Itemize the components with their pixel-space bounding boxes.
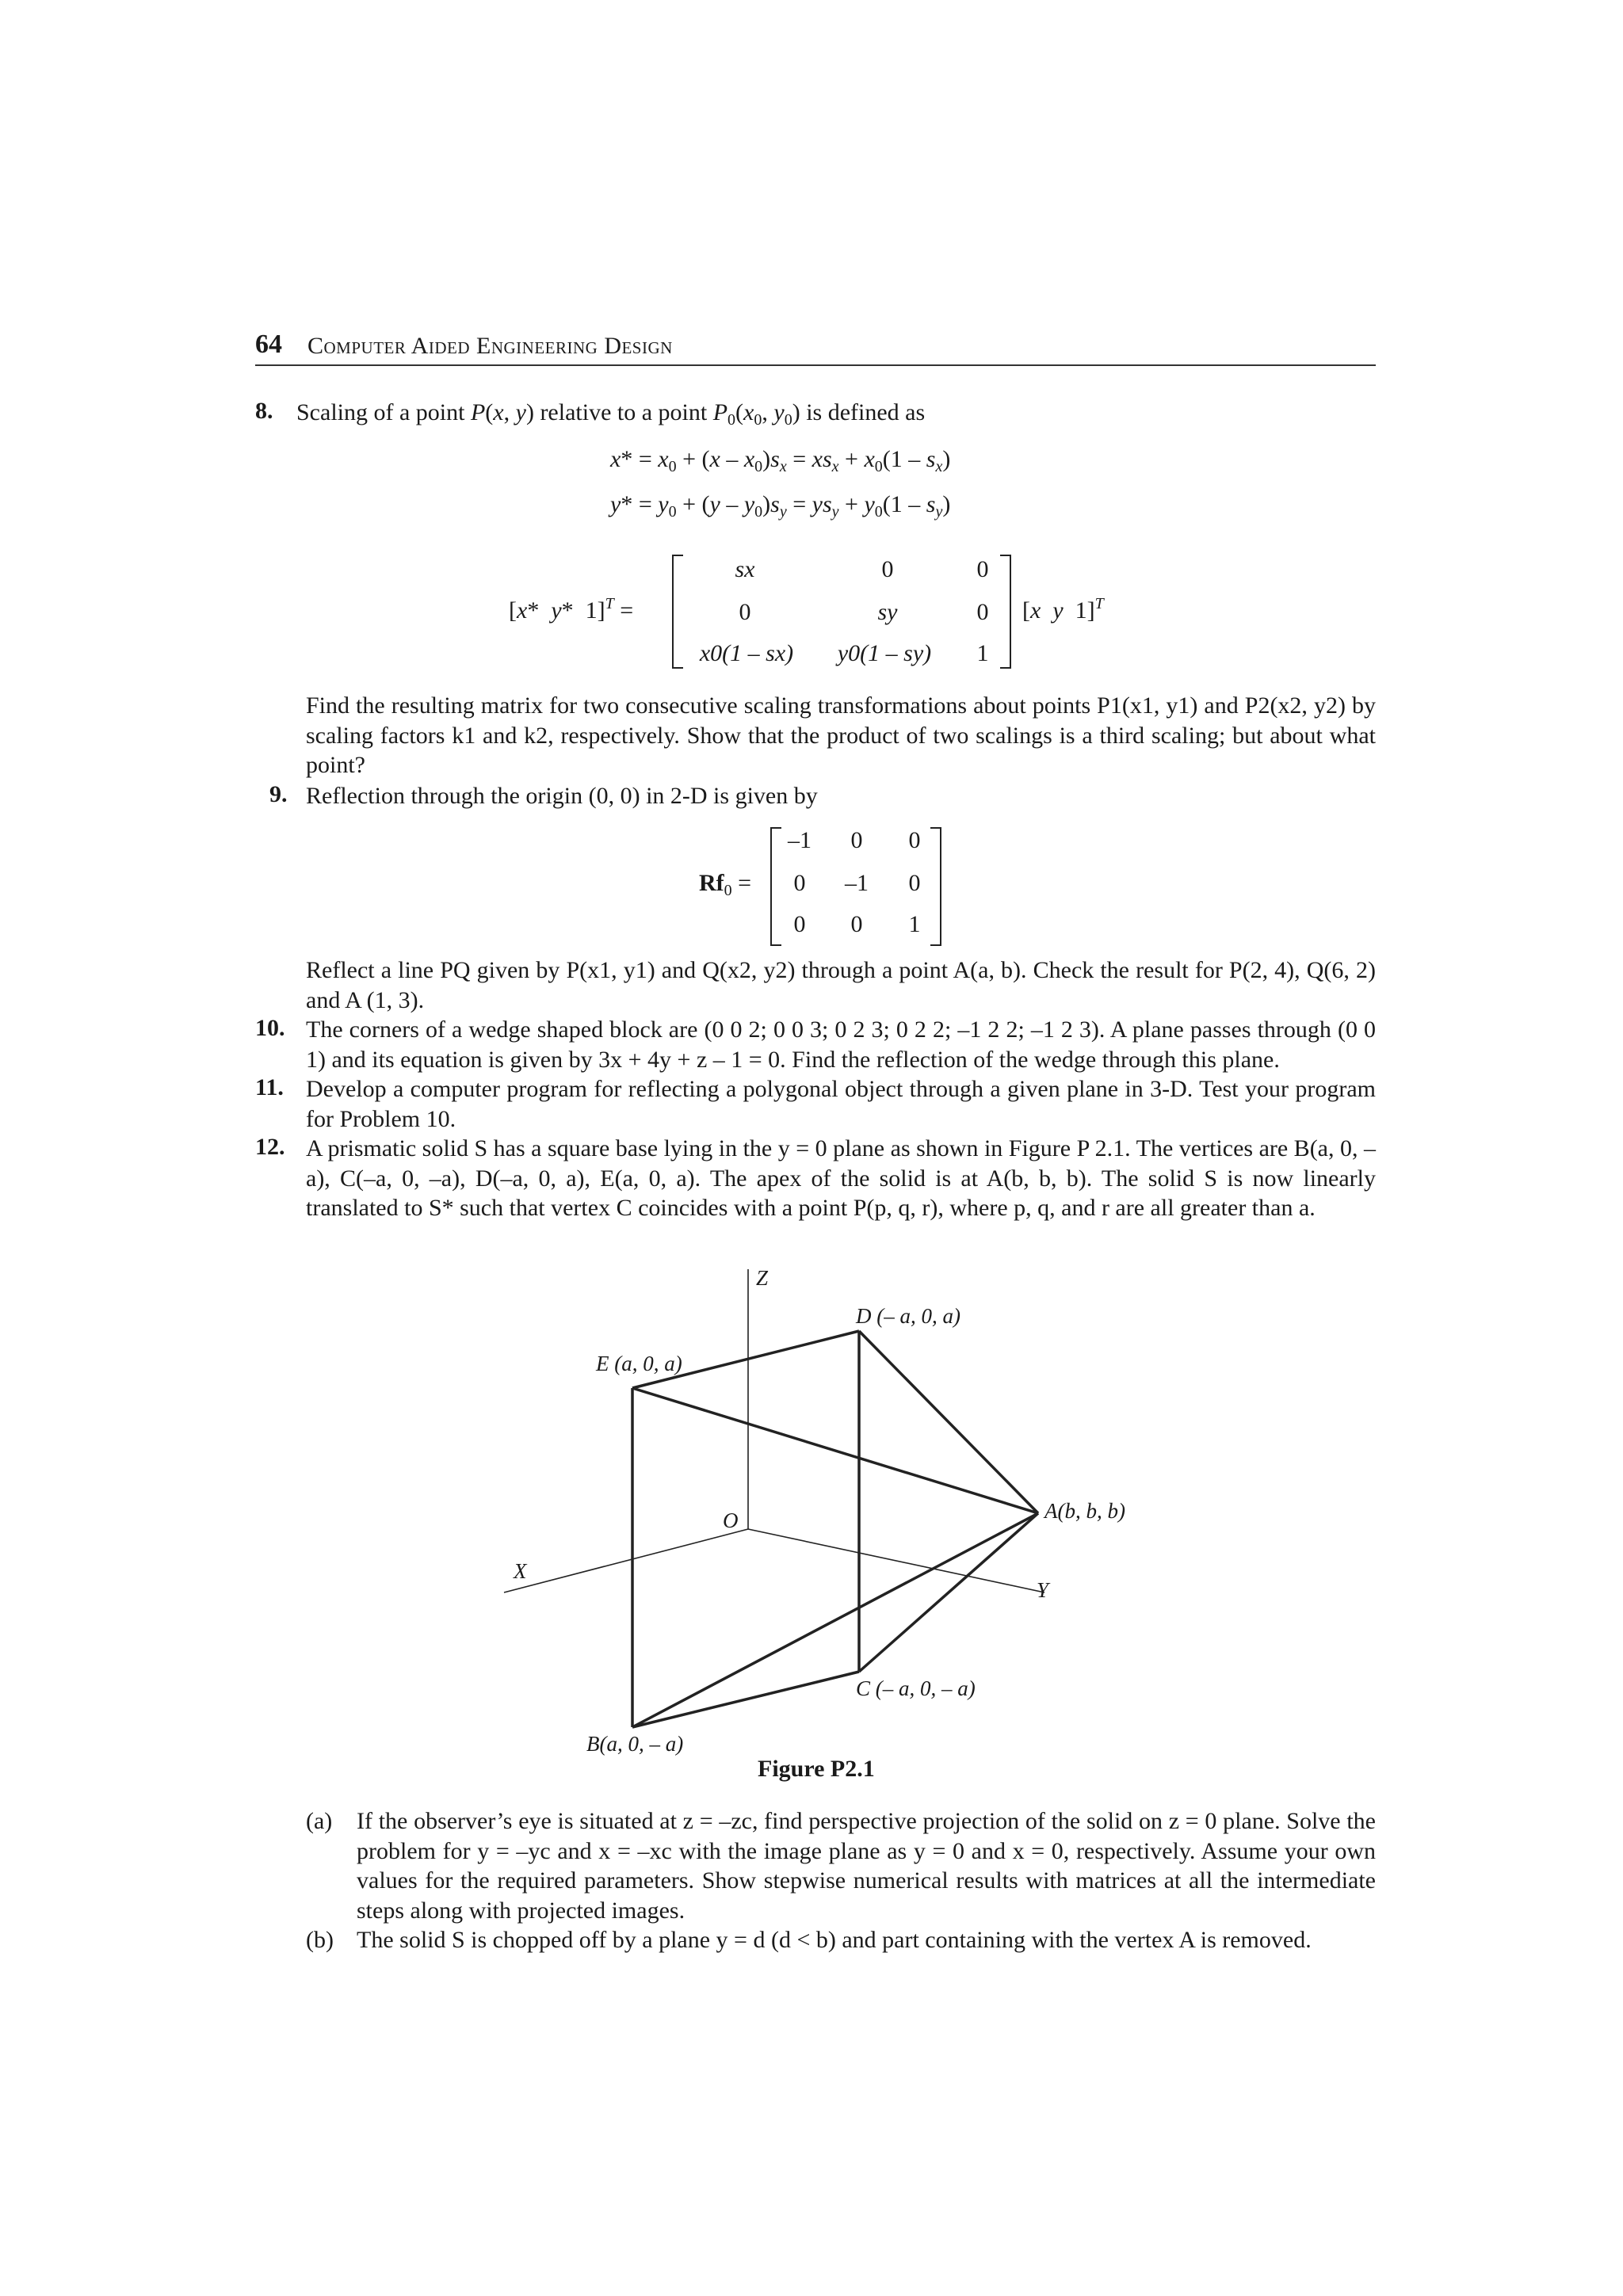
z-axis-label: Z xyxy=(756,1266,769,1290)
x-axis-label: X xyxy=(514,1559,527,1583)
problem-10-number: 10. xyxy=(255,1015,285,1041)
matrix-cell: 0 xyxy=(976,599,989,625)
problem-8-matrix-lhs: [x* y* 1]$^T$ = xyxy=(509,595,634,624)
matrix-cell: 0 xyxy=(850,827,863,853)
page-number: 64 xyxy=(255,330,282,359)
part-a-label: (a) xyxy=(306,1808,333,1834)
matrix-cell: x0(1 – sx) xyxy=(699,640,794,666)
y-axis-line xyxy=(748,1529,1044,1592)
problem-8-matrix-rhs: [x y 1]$^T$ xyxy=(1022,595,1104,624)
edge-B-A xyxy=(632,1513,1038,1727)
edge-B-C xyxy=(632,1672,859,1727)
problem-12-number: 12. xyxy=(255,1134,285,1160)
problem-9-question: Reflect a line PQ given by P(x1, y1) and Q(x2, y2) through a point A(a, b). Check the result for P(2, 4), Q(6, 2) and A (1, 3). xyxy=(306,957,1376,1013)
matrix-cell: –1 xyxy=(788,827,812,853)
part-b-label: (b) xyxy=(306,1927,334,1953)
problem-8-intro: Scaling of a point P(x, y) relative to a point $P_0(x_0$, $y_0$) is defined as xyxy=(296,399,926,429)
matrix-cell: –1 xyxy=(845,870,869,896)
vertex-A-label: A(b, b, b) xyxy=(1044,1499,1125,1523)
problem-10-text: The corners of a wedge shaped block are (0 0 2; 0 0 3; 0 2 3; 0 2 2; –1 2 2; –1 2 3). A plane passes through (0 0 1) and its equation is given by 3x + 4y + z – 1 = 0. Find the reflection of the wedge through this plane. xyxy=(306,1016,1376,1073)
problem-8-equation-1: $x* = x_0 + (x - x_0)s_x = xs_x + x_0(1 - s_x)$ xyxy=(610,446,951,475)
y-axis-label: Y xyxy=(1037,1578,1049,1602)
part-a-text: If the observer’s eye is situated at z = –zc, find perspective projection of the solid on z = 0 plane. Solve the problem for y = –yc and x = –xc with the image plane as y = 0 and x = 0, respectively. Assume your own values for the required parameters. Show stepwise numerical results with matrices at all the intermediate steps along with projected images. xyxy=(357,1808,1376,1924)
matrix-cell: 0 xyxy=(793,911,806,937)
vertex-C-label: C (– a, 0, – a) xyxy=(856,1676,976,1700)
matrix-cell: 0 xyxy=(850,911,863,937)
vertex-E-label: E (a, 0, a) xyxy=(596,1352,682,1375)
problem-12-text: A prismatic solid S has a square base lying in the y = 0 plane as shown in Figure P 2.1. The vertices are B(a, 0, –a), C(–a, 0, –a), D(–a, 0, a), E(a, 0, a). The apex of the solid is at A(b, b, b). The solid S is now linearly translated to S* such that vertex C coincides with a point P(p, q, r), where p, q, and r are all greater than a. xyxy=(306,1135,1376,1221)
problem-9-intro: Reflection through the origin (0, 0) in 2-D is given by xyxy=(306,783,818,809)
matrix-cell: 0 xyxy=(881,556,894,582)
matrix-cell: y0(1 – sy) xyxy=(837,640,932,666)
running-title: Computer Aided Engineering Design xyxy=(307,333,673,359)
matrix-cell: 0 xyxy=(908,870,921,896)
matrix-cell: sy xyxy=(877,599,898,625)
vertex-B-label: B(a, 0, – a) xyxy=(586,1732,684,1756)
matrix-cell: sx xyxy=(735,556,755,582)
origin-label: O xyxy=(723,1508,739,1532)
problem-8-equation-2: $y* = y_0 + (y - y_0)s_y = ys_y + y_0(1 - s_y)$ xyxy=(610,491,951,521)
vertex-D-label: D (– a, 0, a) xyxy=(856,1304,960,1328)
problem-11-text: Develop a computer program for reflecting a polygonal object through a given plane in 3-D. Test your program for Problem 10. xyxy=(306,1076,1376,1132)
problem-9-matrix-lhs: $Rf_0$ = xyxy=(699,870,752,899)
matrix-cell: 0 xyxy=(793,870,806,896)
x-axis-line xyxy=(504,1529,748,1592)
problem-8-question: Find the resulting matrix for two consecutive scaling transformations about points P1(x1, y1) and P2(x2, y2) by scaling factors k1 and k2, respectively. Show that the product of two scalings is a third scaling; but about what point? xyxy=(306,692,1376,778)
part-b-text: The solid S is chopped off by a plane y = d (d < b) and part containing with the vertex A is removed. xyxy=(357,1927,1312,1953)
matrix-cell: 1 xyxy=(976,640,989,666)
matrix-cell: 0 xyxy=(976,556,989,582)
problem-11-number: 11. xyxy=(255,1074,284,1100)
figure-caption: Figure P2.1 xyxy=(758,1756,875,1782)
problem-8-number: 8. xyxy=(255,398,273,424)
problem-9-number: 9. xyxy=(269,781,288,807)
matrix-cell: 0 xyxy=(739,599,751,625)
matrix-cell: 0 xyxy=(908,827,921,853)
matrix-cell: 1 xyxy=(908,911,921,937)
